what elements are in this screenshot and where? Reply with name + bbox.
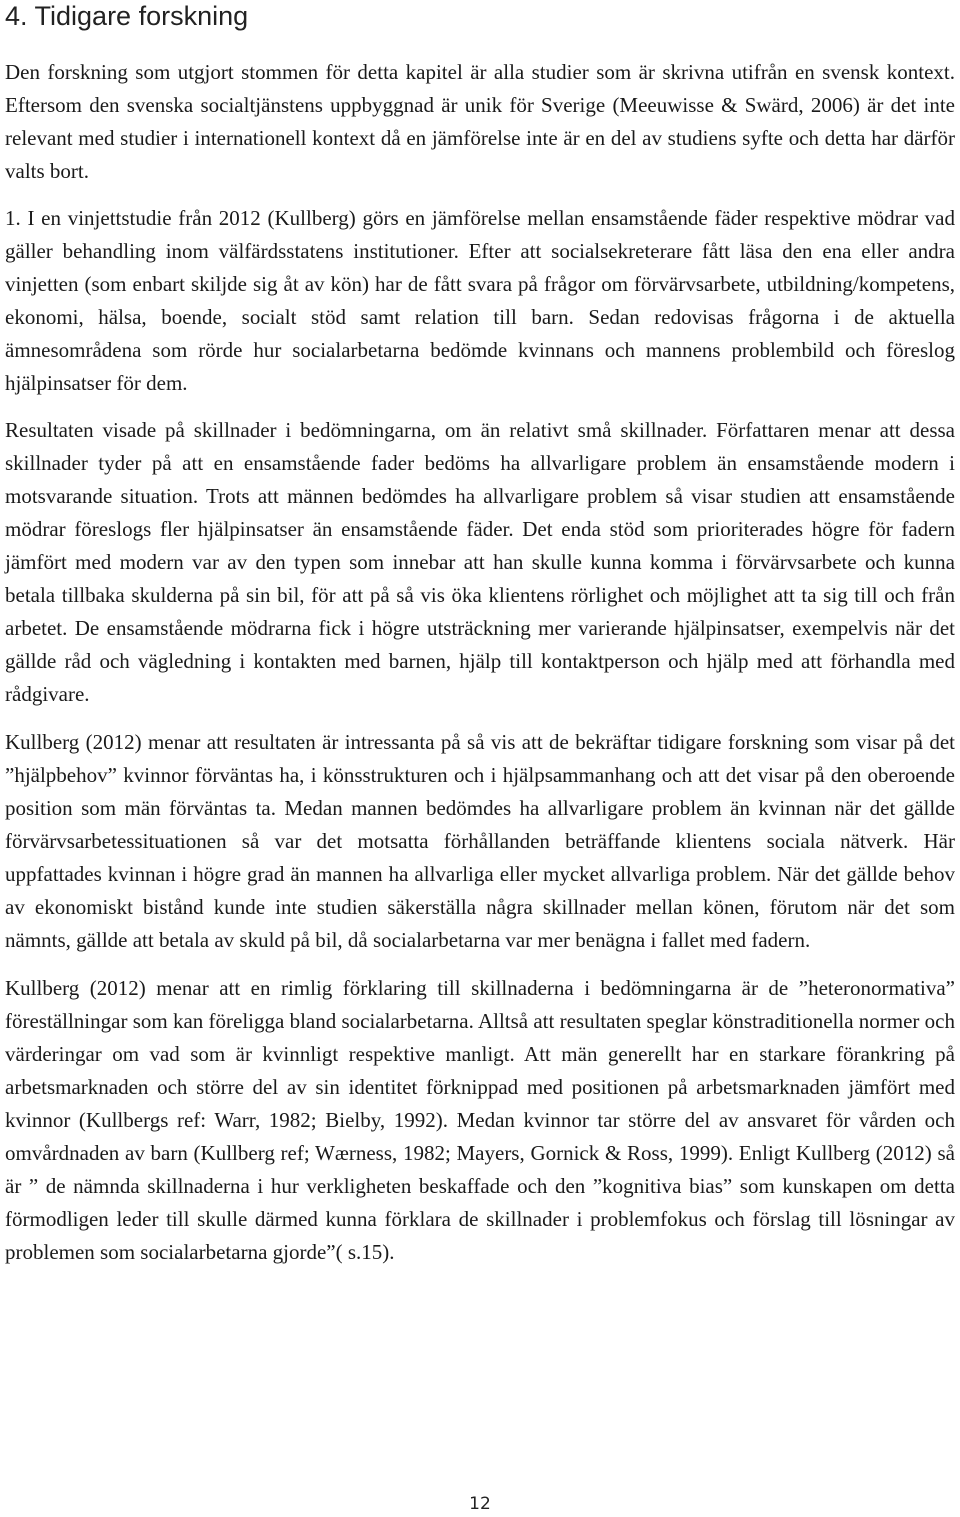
paragraph-intro: Den forskning som utgjort stommen för detta kapitel är alla studier som är skrivna utifrån en svensk kontext. Eftersom den svenska socialtjänstens uppbyggnad är unik för Sverige (Meeuwisse & Swärd, 2006) är det inte relevant med studier i internationell kontext då en jämförelse inte är en del av studiens syfte och detta har därför valts bort. [5,60,955,183]
paragraph-vignette-study: 1. I en vinjettstudie från 2012 (Kullberg) görs en jämförelse mellan ensamstående fäder respektive mödrar vad gäller behandling inom välfärdsstatens institutioner. Efter att socialsekreterare fått läsa den ena eller andra vinjetten (som enbart skiljde sig åt av kön) har de fått svara på frågor om förvärvsarbete, utbildning/kompetens, ekonomi, hälsa, boende, socialt stöd samt relation till barn. Sedan redovisas frågorna i de aktuella ämnesområdena som rörde hur socialarbetarna bedömde kvinnans och mannens problembild och föreslog hjälpinsatser för dem. [5,206,955,395]
paragraph-kullberg-explanation: Kullberg (2012) menar att en rimlig förklaring till skillnaderna i bedömningarna är de ”heteronormativa” föreställningar som kan föreligga bland socialarbetarna. Alltså att resultaten speglar könstraditionella normer och värderingar om vad som är kvinnligt respektive manligt. Att män generellt har en starkare förankring på arbetsmarknaden och större del av sin identitet förknippad med positionen på arbetsmarknaden jämfört med kvinnor (Kullbergs ref: Warr, 1982; Bielby, 1992). Medan kvinnor tar större del av ansvaret för vården och omvårdnaden av barn (Kullberg ref; Wærness, 1982; Mayers, Gornick & Ross, 1999). Enligt Kullberg (2012) så är ” de nämnda skillnaderna i hur verkligheten beskaffade och den ”kognitiva bias” som kunskapen om detta förmodligen leder till skulle därmed kunna förklara de skillnader i problemfokus och förslag till lösningar av problemen som socialarbetarna gjorde”( s.15). [5,976,955,1264]
page-number: 12 [469,1494,491,1514]
paragraph-kullberg-results: Kullberg (2012) menar att resultaten är intressanta på så vis att de bekräftar tidigare forskning som visar på det ”hjälpbehov” kvinnor förväntas ha, i könsstrukturen och i hjälpsammanhang och att det visar på den oberoende position som män förväntas ta. Medan mannen bedömdes ha allvarligare problem än kvinnan när det gällde förvärvsarbetessituationen så var det motsatta förhållanden beträffande klientens sociala nätverk. Här uppfattades kvinnan i högre grad än mannen ha allvarliga eller mycket allvarliga problem. När det gällde behov av ekonomiskt bistånd kunde inte studien säkerställa några skillnader mellan könen, förutom när det som nämnts, gällde att betala av skuld på bil, då socialarbetarna var mer benägna i fallet med fadern. [5,730,955,952]
document-page [5,0,955,1269]
section-heading: 4. Tidigare forskning [5,1,249,31]
paragraph-results: Resultaten visade på skillnader i bedömningarna, om än relativt små skillnader. Författaren menar att dessa skillnader tyder på att en ensamstående fader bedöms ha allvarligare problem än ensamstående modern i motsvarande situation. Trots att männen bedömdes ha allvarligare problem så visar studien att ensamstående mödrar föreslogs fler hjälpinsatser än ensamstående fäder. Det enda stöd som prioriterades högre för fadern jämfört med modern var av den typen som innebar att han skulle kunna komma i förvärvsarbete och kunna betala tillbaka skulderna på sin bil, för att på så vis öka klientens rörlighet och möjlighet att ta sig till och från arbetet. De ensamstående mödrarna fick i högre utsträckning mer varierande hjälpinsatser, exempelvis när det gällde råd och vägledning i kontakten med barnen, hjälp till kontaktperson och hjälp med att förhandla med rådgivare. [5,418,955,706]
